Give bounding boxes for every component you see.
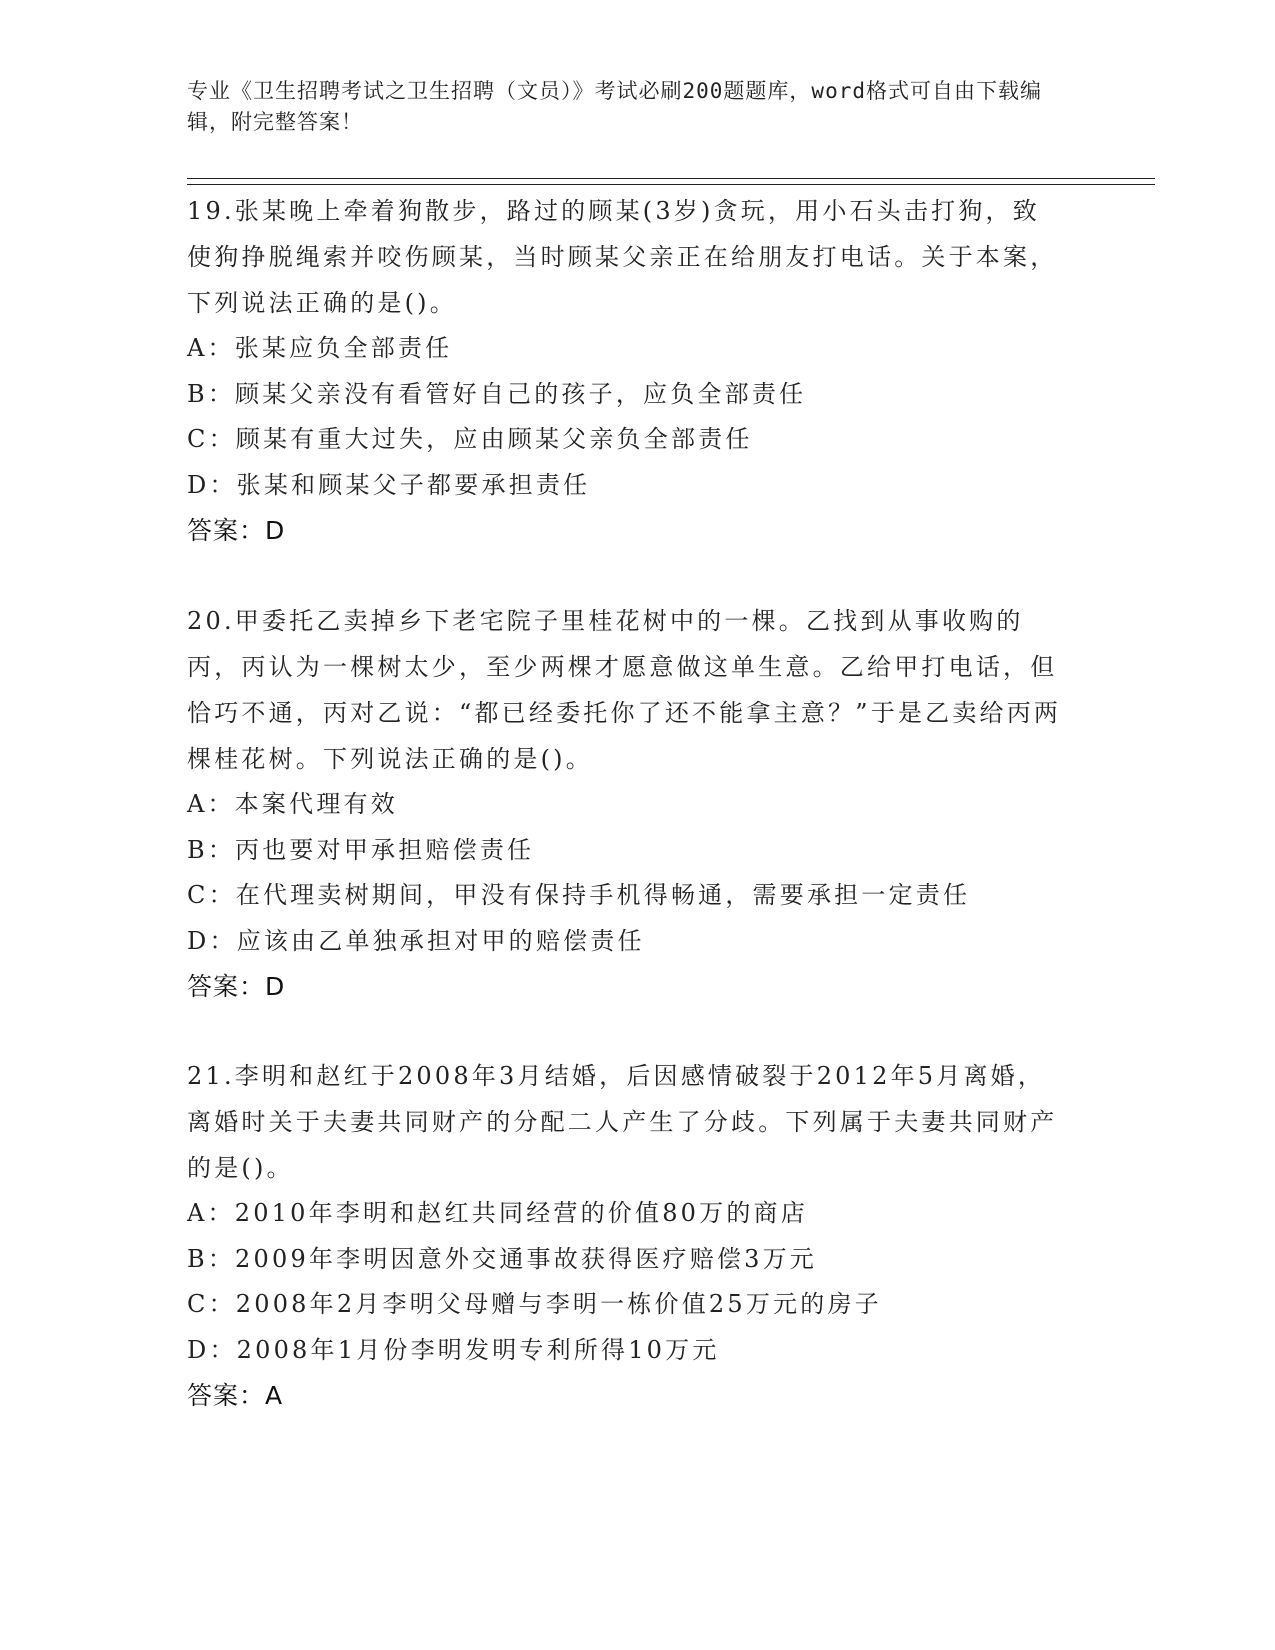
option-a: A：2010年李明和赵红共同经营的价值80万的商店 bbox=[187, 1199, 808, 1227]
header-rule-bottom bbox=[187, 184, 1155, 185]
answer-line: 答案：D bbox=[187, 972, 286, 1001]
question-stem: 20.甲委托乙卖掉乡下老宅院子里桂花树中的一棵。乙找到从事收购的丙，丙认为一棵树太少，至少两棵才愿意做这单生意。乙给甲打电话，但恰巧不通，丙对乙说：“都已经委托你了还不能拿主意？”于是乙卖给丙两棵桂花树。下列说法正确的是()。 bbox=[187, 607, 1062, 773]
question-20 bbox=[187, 598, 1067, 1010]
option-c: C：顾某有重大过失，应由顾某父亲负全部责任 bbox=[187, 425, 753, 453]
option-c: C：2008年2月李明父母赠与李明一栋价值25万元的房子 bbox=[187, 1290, 882, 1318]
option-b: B：顾某父亲没有看管好自己的孩子，应负全部责任 bbox=[187, 379, 807, 408]
answer-line: 答案：A bbox=[187, 1381, 284, 1410]
question-19 bbox=[187, 188, 1067, 554]
question-21 bbox=[187, 1053, 1067, 1419]
option-a: A：张某应负全部责任 bbox=[187, 334, 453, 362]
option-d: D：2008年1月份李明发明专利所得10万元 bbox=[187, 1335, 720, 1364]
option-c: C：在代理卖树期间，甲没有保持手机得畅通，需要承担一定责任 bbox=[187, 881, 971, 909]
option-d: D：应该由乙单独承担对甲的赔偿责任 bbox=[187, 926, 645, 955]
document-header: 专业《卫生招聘考试之卫生招聘（文员）》考试必刷200题题库，word格式可自由下载编辑，附完整答案！ bbox=[187, 79, 1042, 134]
option-d: D：张某和顾某父子都要承担责任 bbox=[187, 470, 591, 499]
option-b: B：丙也要对甲承担赔偿责任 bbox=[187, 835, 535, 864]
header-rule-top bbox=[187, 178, 1155, 179]
option-a: A：本案代理有效 bbox=[187, 790, 398, 818]
option-b: B：2009年李明因意外交通事故获得医疗赔偿3万元 bbox=[187, 1244, 817, 1273]
answer-line: 答案：D bbox=[187, 516, 286, 545]
question-stem: 21.李明和赵红于2008年3月结婚，后因感情破裂于2012年5月离婚，离婚时关于夫妻共同财产的分配二人产生了分歧。下列属于夫妻共同财产的是()。 bbox=[187, 1062, 1058, 1182]
question-stem: 19.张某晚上牵着狗散步，路过的顾某(3岁)贪玩，用小石头击打狗，致使狗挣脱绳索并咬伤顾某，当时顾某父亲正在给朋友打电话。关于本案，下列说法正确的是()。 bbox=[187, 197, 1058, 317]
